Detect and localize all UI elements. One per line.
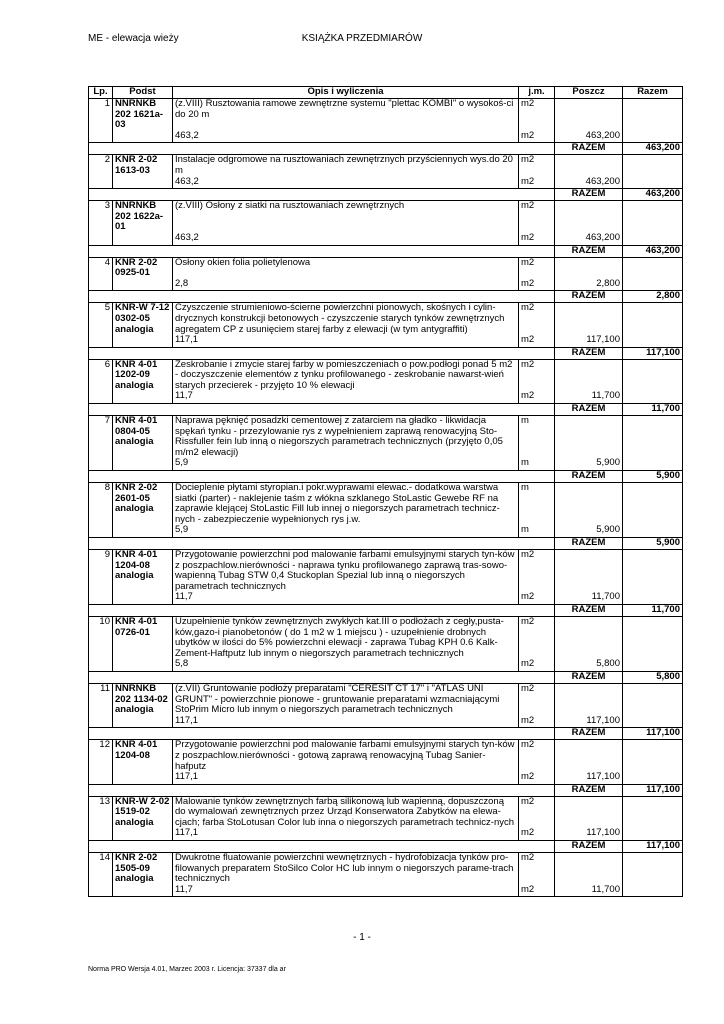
item-jm: m2 — [519, 359, 555, 391]
item-empty-cell — [623, 99, 683, 131]
item-calculation: 117,1 — [173, 828, 519, 840]
item-razem-label: RAZEM — [555, 604, 623, 616]
item-empty-cell — [113, 335, 173, 347]
item-row — [89, 740, 683, 772]
item-podst-line: 01 — [115, 221, 126, 233]
item-value-row — [89, 659, 683, 671]
item-value-jm: m2 — [519, 659, 555, 671]
item-razem-row — [89, 189, 683, 201]
item-jm: m2 — [519, 303, 555, 335]
item-empty-cell — [89, 189, 555, 201]
item-empty-cell — [89, 245, 555, 257]
item-podst — [113, 257, 173, 279]
item-value-jm: m2 — [519, 828, 555, 840]
item-empty-cell — [113, 131, 173, 143]
item-empty-cell — [623, 659, 683, 671]
item-value-jm: m2 — [519, 716, 555, 728]
item-podst — [113, 853, 173, 885]
table-body — [89, 99, 683, 897]
item-jm: m2 — [519, 740, 555, 772]
item-value-row — [89, 772, 683, 784]
item-value-jm: m — [519, 525, 555, 537]
item-podst-line: NNRNKB — [115, 200, 157, 212]
item-row — [89, 483, 683, 526]
item-podst-line: 202 1622a- — [115, 210, 164, 222]
item-empty-cell — [623, 155, 683, 177]
item-empty-cell — [113, 716, 173, 728]
item-opis: Osłony okien folia polietylenowa — [173, 257, 519, 279]
item-podst-line: 0804-05 — [115, 425, 150, 437]
col-header-razem: Razem — [623, 87, 683, 99]
item-poszcz: 117,100 — [555, 772, 623, 784]
item-opis: Czyszczenie strumieniowo-ścierne powierzchni pionowych, skośnych i cylin-drycznych konstrukcji betonowych - czyszczenie starych tynków zewnętrznych agregatem CP z usunięciem starej farby z elewacji (w tym antygraffiti) — [173, 303, 519, 335]
item-empty-cell — [113, 458, 173, 470]
item-poszcz: 463,200 — [555, 233, 623, 245]
item-razem-row — [89, 604, 683, 616]
item-opis: Przygotowanie powierzchni pod malowanie farbami emulsyjnymi starych tyn-ków z poszpachlow.nierówności - naprawa tynku profilowanego zaprawą tras-sowo-wapienną Tubag STW 0,4 Stuckoplan Spezial lub inną o niegorszych parametrach technicznych — [173, 550, 519, 593]
item-empty-cell — [89, 728, 555, 740]
item-value-row — [89, 233, 683, 245]
item-empty-cell — [555, 853, 623, 885]
item-jm: m2 — [519, 257, 555, 279]
item-razem-value: 5,900 — [623, 538, 683, 550]
item-empty-cell — [623, 885, 683, 897]
item-poszcz: 11,700 — [555, 885, 623, 897]
item-value-row — [89, 885, 683, 897]
item-empty-cell — [623, 592, 683, 604]
header-document-name: ME - elewacja wieży — [88, 33, 179, 44]
item-empty-cell — [623, 525, 683, 537]
item-row — [89, 303, 683, 335]
item-empty-cell — [113, 659, 173, 671]
item-razem-value: 11,700 — [623, 604, 683, 616]
item-row — [89, 359, 683, 391]
item-empty-cell — [623, 550, 683, 593]
item-jm: m2 — [519, 616, 555, 659]
item-podst — [113, 303, 173, 335]
item-podst — [113, 483, 173, 526]
item-opis: Malowanie tynków zewnętrznych farbą silikonową lub wapienną, dopuszczoną do wymalowań zewnętrznych przez Urząd Konserwatora Zabytków na elewa-cjach; farba StoLotusan Color lub inna o niegorszych parametrach technicz-nych — [173, 796, 519, 828]
item-empty-cell — [89, 772, 113, 784]
item-empty-cell — [623, 391, 683, 403]
item-razem-label: RAZEM — [555, 347, 623, 359]
item-empty-cell — [555, 359, 623, 391]
item-empty-cell — [89, 335, 113, 347]
item-opis: (z.VIII) Rusztowania ramowe zewnętrzne systemu "plettac KOMBI" o wysokoś-ci do 20 m — [173, 99, 519, 131]
item-value-jm: m2 — [519, 177, 555, 189]
item-empty-cell — [623, 772, 683, 784]
item-value-jm: m2 — [519, 131, 555, 143]
item-podst-line: analogia — [115, 436, 154, 448]
item-empty-cell — [89, 592, 113, 604]
item-row — [89, 683, 683, 715]
item-value-row — [89, 716, 683, 728]
item-value-row — [89, 592, 683, 604]
item-empty-cell — [623, 683, 683, 715]
item-calculation: 5,9 — [173, 458, 519, 470]
item-value-row — [89, 335, 683, 347]
item-empty-cell — [113, 177, 173, 189]
item-value-row — [89, 391, 683, 403]
item-value-jm: m — [519, 458, 555, 470]
item-empty-cell — [89, 604, 555, 616]
item-empty-cell — [623, 177, 683, 189]
item-podst-line: 1519-02 — [115, 806, 150, 818]
item-empty-cell — [555, 683, 623, 715]
item-razem-row — [89, 404, 683, 416]
col-header-poszcz: Poszcz — [555, 87, 623, 99]
item-poszcz: 117,100 — [555, 828, 623, 840]
item-lp: 8 — [89, 483, 113, 526]
item-podst — [113, 359, 173, 391]
col-header-jm: j.m. — [519, 87, 555, 99]
item-razem-value: 5,800 — [623, 671, 683, 683]
item-empty-cell — [89, 458, 113, 470]
item-opis: Docieplenie płytami styropian.i pokr.wyprawami elewac.- dodatkowa warstwa siatki (parter) - naklejenie taśm z włókna szklanego StoLastic Gewebe RF na zaprawie klejącej StoLastic Fill lub innej o niegorszych parametrach technicz-nych - zabezpieczenie wypełnionych rys j.w. — [173, 483, 519, 526]
item-opis: Naprawa pęknięć posadzki cementowej z zatarciem na gładko - likwidacja spękań tynku - przezylowanie rys z wypełnieniem zaprawą renowacyjną Sto-Rissfuller fein lub inną o niegorszych parametrach technicznych (przyjęto 0,05 m/m2 elewacji) — [173, 416, 519, 459]
item-lp: 6 — [89, 359, 113, 391]
item-calculation: 5,8 — [173, 659, 519, 671]
item-razem-row — [89, 538, 683, 550]
item-podst-line: KNR 2-02 — [115, 256, 158, 268]
item-lp: 12 — [89, 740, 113, 772]
item-razem-value: 2,800 — [623, 291, 683, 303]
item-empty-cell — [623, 458, 683, 470]
item-podst-line: analogia — [115, 503, 154, 515]
item-row — [89, 550, 683, 593]
item-empty-cell — [623, 853, 683, 885]
item-podst — [113, 99, 173, 131]
item-podst-line: KNR 4-01 — [115, 358, 158, 370]
item-empty-cell — [89, 784, 555, 796]
item-empty-cell — [623, 131, 683, 143]
col-header-opis: Opis i wyliczenia — [173, 87, 519, 99]
item-opis: Przygotowanie powierzchni pod malowanie farbami emulsyjnymi starych tyn-ków z poszpachlow.nierówności - gotową zaprawą renowacyjną Tubag Sanier-hafputz — [173, 740, 519, 772]
item-empty-cell — [89, 525, 113, 537]
item-podst-line: NNRNKB — [115, 682, 157, 694]
item-podst-line: 0302-05 — [115, 312, 150, 324]
item-razem-value: 5,900 — [623, 471, 683, 483]
item-podst-line: KNR 4-01 — [115, 549, 158, 560]
item-value-row — [89, 458, 683, 470]
item-empty-cell — [89, 404, 555, 416]
item-podst-line: 1202-09 — [115, 369, 150, 381]
item-empty-cell — [113, 885, 173, 897]
item-opis: Uzupełnienie tynków zewnętrznych zwykłych kat.III o podłożach z cegły,pusta-ków,gazo-i pianobetonów ( do 1 m2 w 1 miejscu ) - uzupełnienie drobnych ubytków w ilości do 5% powierzchni elewacji - zaprawa Tubag KPH 0.6 Kalk-Zement-Haftputz lub innym o niegorszych parametrach technicznych — [173, 616, 519, 659]
item-empty-cell — [623, 279, 683, 291]
item-row — [89, 416, 683, 459]
item-razem-row — [89, 347, 683, 359]
item-empty-cell — [555, 303, 623, 335]
item-podst-line: 2601-05 — [115, 492, 150, 504]
item-empty-cell — [623, 359, 683, 391]
item-empty-cell — [555, 201, 623, 233]
przedmiar-table — [88, 86, 683, 897]
item-lp: 11 — [89, 683, 113, 715]
item-empty-cell — [89, 659, 113, 671]
item-podst-line: KNR 2-02 — [115, 482, 158, 494]
item-value-row — [89, 131, 683, 143]
item-opis: Instalacje odgromowe na rusztowaniach zewnętrznych przyściennych wys.do 20 m — [173, 155, 519, 177]
item-podst-line: analogia — [115, 379, 154, 391]
item-empty-cell — [623, 796, 683, 828]
item-podst-line: KNR-W 2-02 — [115, 795, 170, 807]
item-poszcz: 5,900 — [555, 525, 623, 537]
item-empty-cell — [89, 471, 555, 483]
item-razem-label: RAZEM — [555, 143, 623, 155]
item-empty-cell — [623, 828, 683, 840]
item-razem-value: 117,100 — [623, 347, 683, 359]
item-lp: 10 — [89, 616, 113, 659]
item-lp: 4 — [89, 257, 113, 279]
item-razem-value: 117,100 — [623, 841, 683, 853]
item-empty-cell — [89, 291, 555, 303]
item-empty-cell — [555, 740, 623, 772]
header-title: KSIĄŻKA PRZEDMIARÓW — [301, 33, 423, 44]
item-jm: m — [519, 483, 555, 526]
item-poszcz: 117,100 — [555, 716, 623, 728]
item-empty-cell — [113, 772, 173, 784]
item-empty-cell — [555, 796, 623, 828]
item-value-row — [89, 828, 683, 840]
item-razem-value: 463,200 — [623, 143, 683, 155]
item-podst-line: 202 1621a- — [115, 108, 164, 120]
item-podst-line: KNR 2-02 — [115, 154, 158, 166]
item-podst-line: analogia — [115, 873, 154, 885]
item-calculation: 2,8 — [173, 279, 519, 291]
item-podst-line: NNRNKB — [115, 98, 157, 109]
item-poszcz: 463,200 — [555, 177, 623, 189]
item-empty-cell — [89, 347, 555, 359]
item-razem-row — [89, 728, 683, 740]
item-jm: m — [519, 416, 555, 459]
item-value-row — [89, 525, 683, 537]
item-razem-label: RAZEM — [555, 728, 623, 740]
item-empty-cell — [555, 550, 623, 593]
item-empty-cell — [623, 233, 683, 245]
item-poszcz: 5,800 — [555, 659, 623, 671]
item-empty-cell — [113, 391, 173, 403]
item-empty-cell — [89, 885, 113, 897]
item-razem-label: RAZEM — [555, 189, 623, 201]
item-podst — [113, 155, 173, 177]
item-empty-cell — [555, 616, 623, 659]
item-calculation: 117,1 — [173, 716, 519, 728]
item-jm: m2 — [519, 796, 555, 828]
item-podst — [113, 416, 173, 459]
item-row — [89, 155, 683, 177]
item-value-jm: m2 — [519, 772, 555, 784]
item-calculation: 463,2 — [173, 131, 519, 143]
item-razem-row — [89, 841, 683, 853]
item-razem-value: 117,100 — [623, 784, 683, 796]
item-poszcz: 463,200 — [555, 131, 623, 143]
item-calculation: 11,7 — [173, 391, 519, 403]
item-row — [89, 853, 683, 885]
item-jm: m2 — [519, 99, 555, 131]
item-empty-cell — [89, 841, 555, 853]
item-empty-cell — [623, 483, 683, 526]
item-lp: 1 — [89, 99, 113, 131]
item-poszcz: 117,100 — [555, 335, 623, 347]
item-empty-cell — [555, 99, 623, 131]
item-opis: (z.VIII) Osłony z siatki na rusztowaniach zewnętrznych — [173, 201, 519, 233]
item-podst — [113, 550, 173, 593]
item-calculation: 463,2 — [173, 233, 519, 245]
item-podst-line: 03 — [115, 119, 126, 131]
item-lp: 13 — [89, 796, 113, 828]
item-empty-cell — [555, 483, 623, 526]
item-value-jm: m2 — [519, 592, 555, 604]
item-podst — [113, 740, 173, 772]
item-calculation: 5,9 — [173, 525, 519, 537]
item-empty-cell — [623, 416, 683, 459]
item-empty-cell — [623, 335, 683, 347]
item-empty-cell — [555, 257, 623, 279]
item-row — [89, 99, 683, 131]
item-razem-label: RAZEM — [555, 671, 623, 683]
table-header-row — [89, 87, 683, 99]
item-lp: 7 — [89, 416, 113, 459]
item-poszcz: 5,900 — [555, 458, 623, 470]
item-empty-cell — [89, 538, 555, 550]
item-calculation: 11,7 — [173, 885, 519, 897]
item-calculation: 463,2 — [173, 177, 519, 189]
item-lp: 3 — [89, 201, 113, 233]
item-podst-line: 1613-03 — [115, 164, 150, 176]
item-razem-label: RAZEM — [555, 291, 623, 303]
item-opis: Zeskrobanie i zmycie starej farby w pomieszczeniach o pow.podłogi ponad 5 m2 - doczyszczenie elementów z tynku profilowanego - zeskrobanie nawarst-wień starych przecierek - przyjęto 10 % elewacji — [173, 359, 519, 391]
item-empty-cell — [89, 391, 113, 403]
item-row — [89, 616, 683, 659]
item-razem-value: 117,100 — [623, 728, 683, 740]
item-razem-row — [89, 291, 683, 303]
item-empty-cell — [623, 201, 683, 233]
item-razem-label: RAZEM — [555, 404, 623, 416]
item-empty-cell — [89, 828, 113, 840]
col-header-podst: Podst — [113, 87, 173, 99]
item-jm: m2 — [519, 155, 555, 177]
item-razem-value: 463,200 — [623, 189, 683, 201]
item-razem-label: RAZEM — [555, 784, 623, 796]
item-podst — [113, 616, 173, 659]
item-lp: 9 — [89, 550, 113, 593]
item-lp: 5 — [89, 303, 113, 335]
item-razem-row — [89, 784, 683, 796]
item-razem-label: RAZEM — [555, 471, 623, 483]
item-jm: m2 — [519, 201, 555, 233]
item-podst-line: analogia — [115, 704, 154, 716]
item-podst — [113, 796, 173, 828]
item-empty-cell — [89, 716, 113, 728]
item-empty-cell — [89, 177, 113, 189]
item-empty-cell — [113, 233, 173, 245]
item-value-jm: m2 — [519, 335, 555, 347]
item-poszcz: 2,800 — [555, 279, 623, 291]
item-value-jm: m2 — [519, 885, 555, 897]
item-podst-line: analogia — [115, 816, 154, 828]
item-empty-cell — [113, 828, 173, 840]
item-opis: Dwukrotne fluatowanie powierzchni wewnętrznych - hydrofobizacja tynków pro-filowanych preparatem StoSilco Color HC lub innym o niegorszych parame-trach technicznych — [173, 853, 519, 885]
item-calculation: 117,1 — [173, 772, 519, 784]
item-empty-cell — [113, 525, 173, 537]
item-empty-cell — [623, 716, 683, 728]
item-podst-line: analogia — [115, 570, 154, 582]
item-razem-row — [89, 245, 683, 257]
item-row — [89, 201, 683, 233]
item-row — [89, 796, 683, 828]
item-jm: m2 — [519, 683, 555, 715]
item-podst-line: KNR-W 7-12 — [115, 302, 170, 314]
item-empty-cell — [623, 616, 683, 659]
item-empty-cell — [623, 257, 683, 279]
item-podst-line: KNR 4-01 — [115, 415, 158, 427]
item-empty-cell — [89, 233, 113, 245]
item-empty-cell — [89, 131, 113, 143]
item-podst-line: analogia — [115, 323, 154, 335]
item-poszcz: 11,700 — [555, 391, 623, 403]
item-value-jm: m2 — [519, 279, 555, 291]
item-podst-line: 1505-09 — [115, 862, 150, 874]
item-podst-line: 202 1134-02 — [115, 693, 168, 705]
item-podst — [113, 201, 173, 233]
item-value-jm: m2 — [519, 391, 555, 403]
item-razem-row — [89, 143, 683, 155]
item-empty-cell — [89, 279, 113, 291]
item-podst — [113, 683, 173, 715]
item-jm: m2 — [519, 853, 555, 885]
item-lp: 14 — [89, 853, 113, 885]
item-jm: m2 — [519, 550, 555, 593]
item-razem-row — [89, 671, 683, 683]
item-empty-cell — [113, 592, 173, 604]
item-podst-line: 0925-01 — [115, 267, 150, 279]
item-razem-label: RAZEM — [555, 538, 623, 550]
item-value-row — [89, 279, 683, 291]
item-empty-cell — [555, 416, 623, 459]
item-podst-line: KNR 4-01 — [115, 615, 158, 627]
item-podst-line: KNR 4-01 — [115, 739, 158, 751]
item-razem-row — [89, 471, 683, 483]
item-razem-value: 463,200 — [623, 245, 683, 257]
item-razem-label: RAZEM — [555, 245, 623, 257]
item-lp: 2 — [89, 155, 113, 177]
col-header-lp: Lp. — [89, 87, 113, 99]
item-empty-cell — [89, 143, 555, 155]
item-opis: (z.VII) Gruntowanie podłoży preparatami "CERESIT CT 17" i "ATLAS UNI GRUNT" - powierzchnie pionowe - gruntowanie preparatami wzmacniającymi StoPrim Micro lub innym o niegorszych parametrach technicznych — [173, 683, 519, 715]
item-podst-line: 1204-08 — [115, 749, 150, 761]
item-value-row — [89, 177, 683, 189]
item-value-jm: m2 — [519, 233, 555, 245]
item-empty-cell — [555, 155, 623, 177]
item-poszcz: 11,700 — [555, 592, 623, 604]
item-calculation: 117,1 — [173, 335, 519, 347]
item-podst-line: 0726-01 — [115, 626, 150, 638]
item-calculation: 11,7 — [173, 592, 519, 604]
page-number: - 1 - — [353, 932, 371, 943]
item-empty-cell — [113, 279, 173, 291]
item-row — [89, 257, 683, 279]
item-podst-line: 1204-08 — [115, 559, 150, 571]
footer-license: Norma PRO Wersja 4.01, Marzec 2003 r. Licencja: 37337 dla ar — [88, 966, 286, 973]
item-empty-cell — [623, 303, 683, 335]
item-razem-value: 11,700 — [623, 404, 683, 416]
item-razem-label: RAZEM — [555, 841, 623, 853]
item-empty-cell — [89, 671, 555, 683]
item-empty-cell — [623, 740, 683, 772]
item-podst-line: KNR 2-02 — [115, 852, 158, 864]
